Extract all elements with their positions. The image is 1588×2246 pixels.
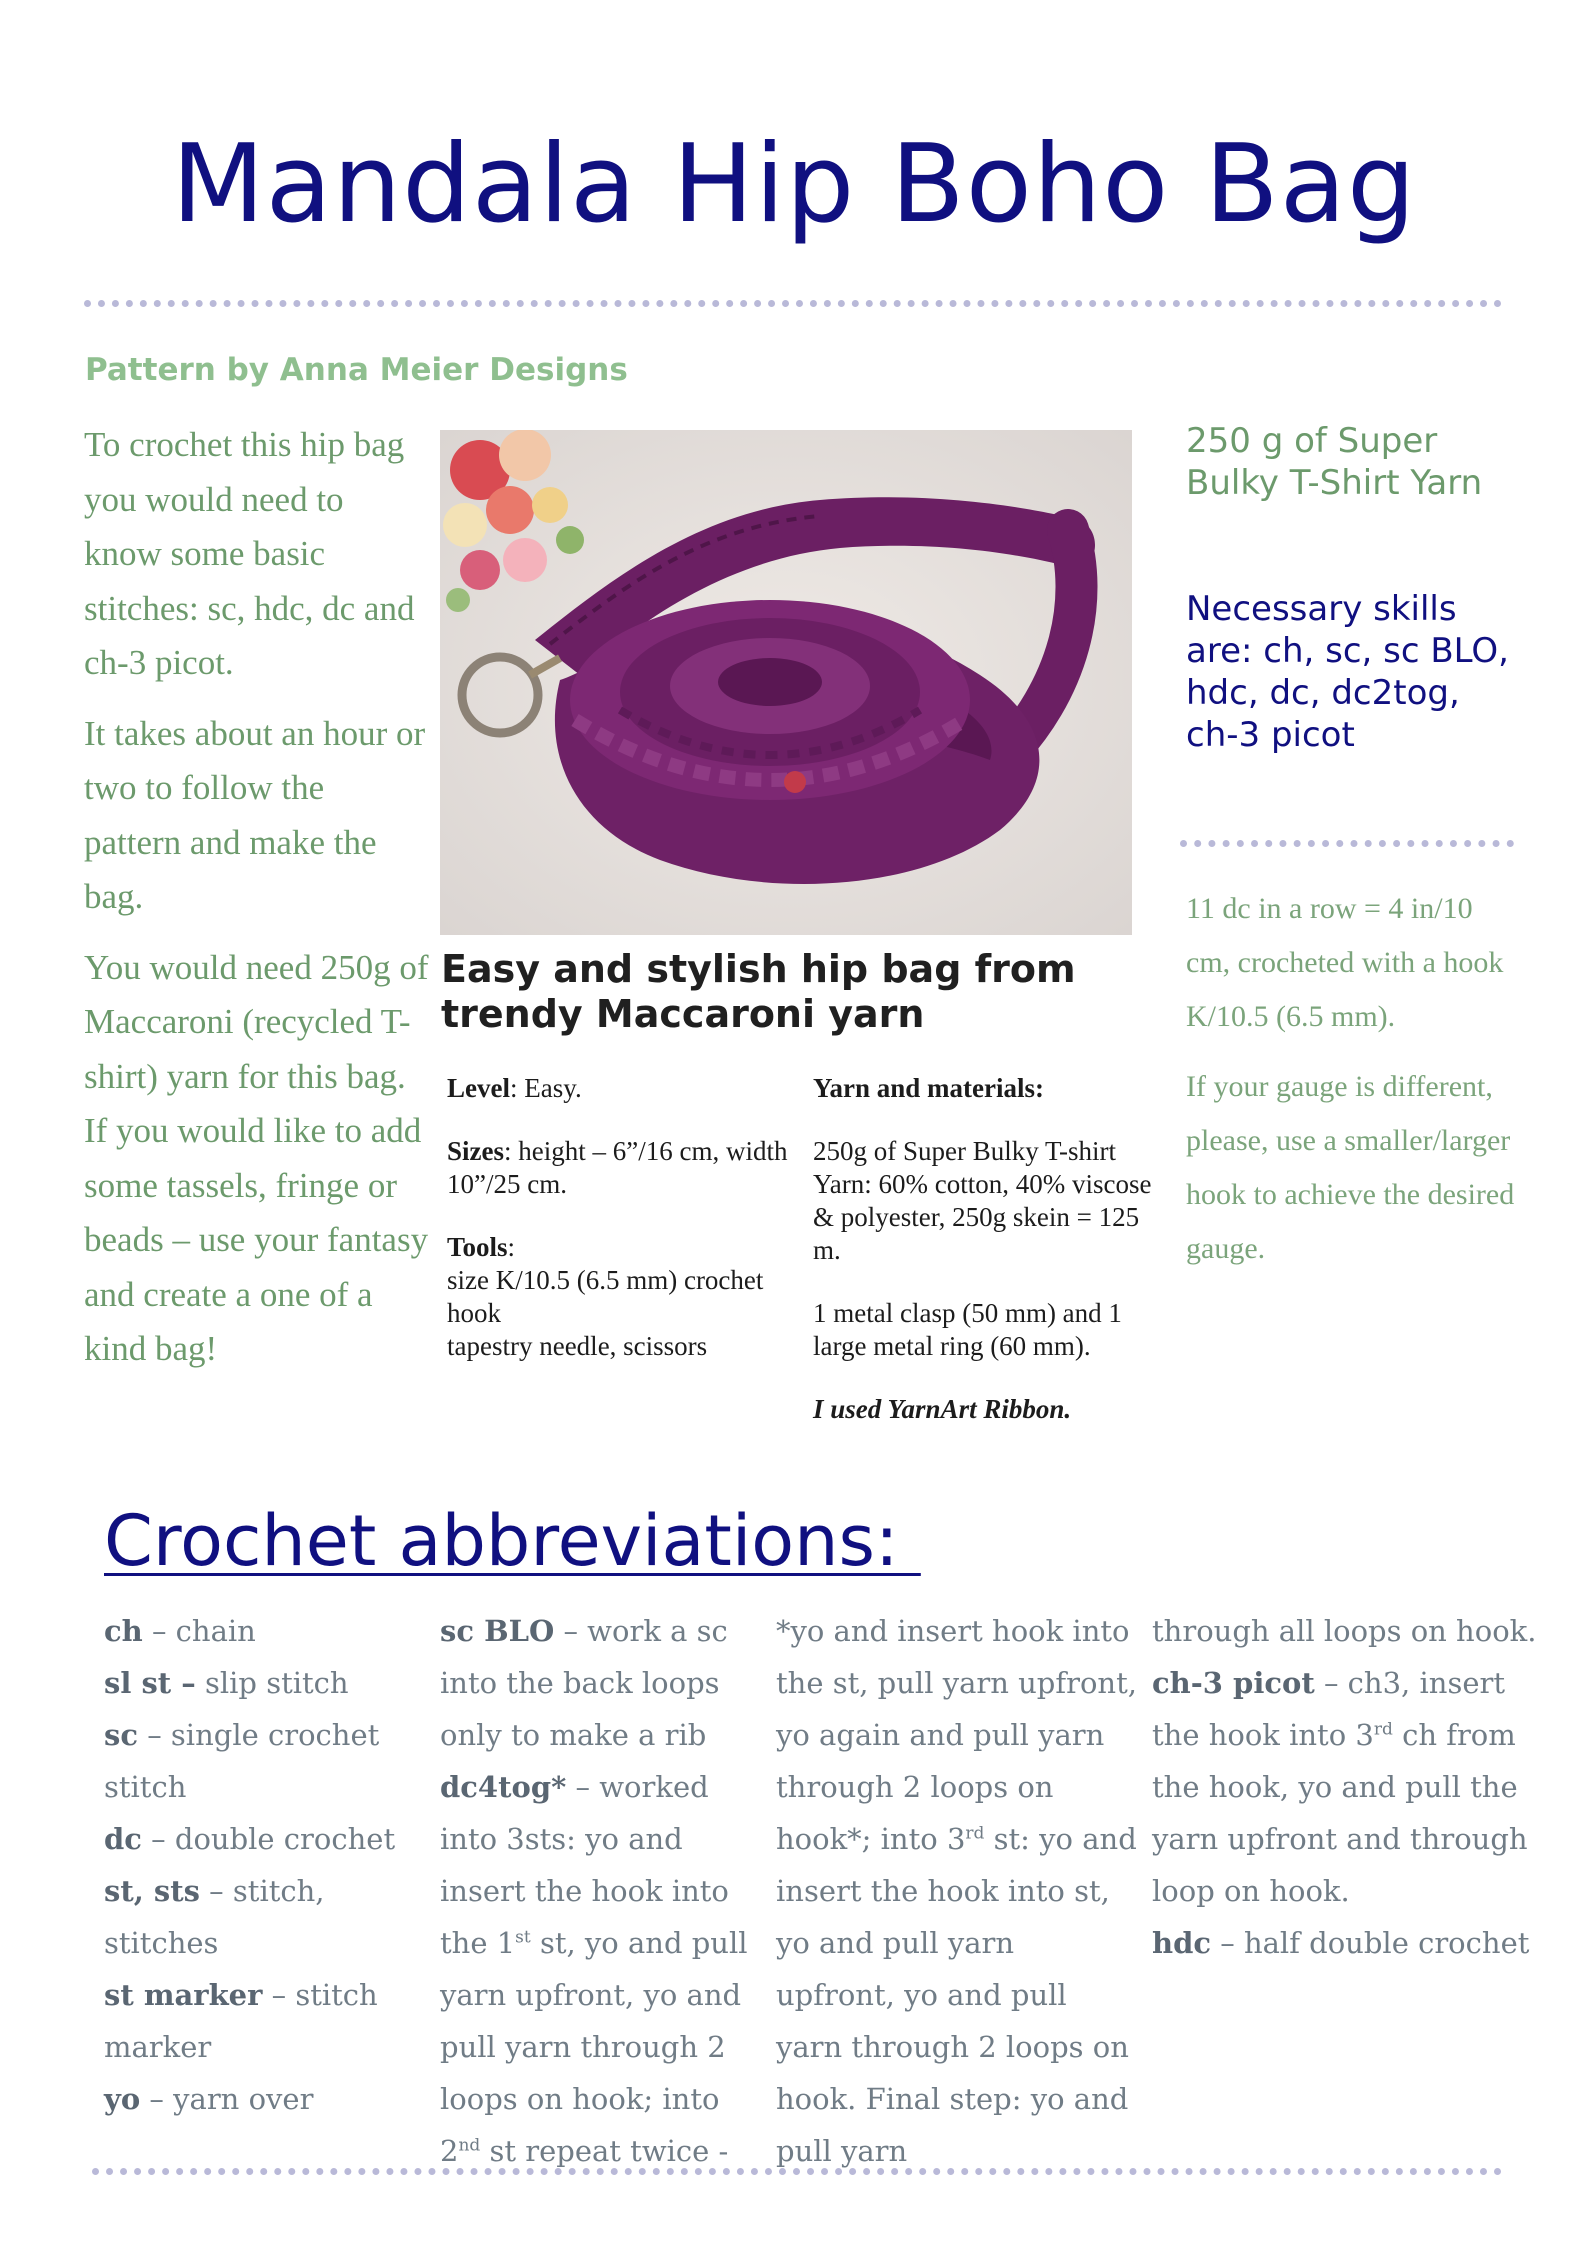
abbr-definition: – yarn over — [140, 2082, 314, 2116]
details-left — [447, 1072, 802, 1393]
abbr-definition: – ch3, insert the hook into 3 — [1152, 1666, 1506, 1752]
abbr-column-3 — [776, 1605, 1141, 2177]
abbr-definition: nd — [458, 2135, 481, 2156]
byline: Pattern by Anna Meier Designs — [85, 352, 628, 388]
abbr-continuation: through all loops on hook. — [1152, 1614, 1537, 1648]
gauge-text: 11 dc in a row = 4 in/10 cm, crocheted with a hook K/10.5 (6.5 mm). — [1186, 892, 1504, 1033]
abbr-term: sc BLO — [440, 1614, 555, 1648]
level-value: : Easy. — [509, 1073, 582, 1103]
sizes-value: : height – 6”/16 cm, width 10”/25 cm. — [447, 1136, 788, 1199]
abbr-term: yo — [104, 2082, 141, 2116]
abbr-term: st marker — [104, 1978, 263, 2012]
abbr-entry — [104, 1865, 444, 1969]
level-label: Level — [447, 1073, 510, 1103]
abbr-term: dc — [104, 1822, 142, 1856]
sizes-line — [447, 1135, 802, 1201]
abbr-entry — [104, 1813, 444, 1865]
abbr-definition: rd — [965, 1823, 985, 1844]
abbr-term: dc4tog* — [440, 1770, 567, 1804]
bag-photo — [440, 430, 1132, 935]
abbr-term: hdc — [1152, 1926, 1212, 1960]
intro-paragraph: To crochet this hip bag you would need to know some basic stitches: sc, hdc, dc and ch-3 picot. — [84, 425, 415, 682]
abbr-definition: – chain — [142, 1614, 256, 1648]
tools-colon: : — [507, 1232, 516, 1262]
abbr-entry — [104, 1605, 444, 1657]
abbr-definition: – half double crochet — [1211, 1926, 1530, 1960]
abbr-column-2 — [440, 1605, 760, 2177]
tools-label: Tools — [447, 1232, 508, 1262]
yarn-text: 250g of Super Bulky T-shirt Yarn: 60% cotton, 40% viscose & polyester, 250g skein = 125 m. — [813, 1136, 1152, 1265]
abbr-column-4 — [1152, 1605, 1542, 1969]
skills-text: Necessary skills are: ch, sc, sc BLO, hdc, dc, dc2tog, ch-3 picot — [1186, 589, 1509, 755]
abbr-definition: st: yo and insert the hook into st, yo and pull yarn upfront, yo and pull yarn through 2 loops on hook. Final step: yo and pull yarn — [776, 1822, 1137, 2168]
tools-block — [447, 1231, 802, 1363]
subheading: Easy and stylish hip bag from trendy Maccaroni yarn — [441, 947, 1076, 1036]
abbr-definition: – stitch marker — [104, 1978, 378, 2064]
gauge-note: If your gauge is different, please, use a smaller/larger hook to achieve the desired gauge. — [1186, 1070, 1515, 1265]
abbr-definition: *yo and insert hook into the st, pull yarn upfront, yo again and pull yarn through 2 loops on hook*; into 3 — [776, 1614, 1137, 1856]
abbr-definition: ch from the hook, yo and pull the yarn upfront and through loop on hook. — [1152, 1718, 1528, 1908]
yarn-label: Yarn and materials: — [813, 1073, 1044, 1103]
hardware-text: 1 metal clasp (50 mm) and 1 large metal ring (60 mm). — [813, 1298, 1122, 1361]
tools-hook: size K/10.5 (6.5 mm) crochet hook — [447, 1265, 764, 1328]
abbr-entry — [104, 1657, 444, 1709]
abbr-continuation — [776, 1605, 1141, 2177]
gauge-block — [1186, 882, 1516, 1292]
abbr-entry — [104, 1709, 444, 1813]
sidebar-divider — [1180, 840, 1514, 847]
abbr-term: ch — [104, 1614, 143, 1648]
abbr-term: st, sts — [104, 1874, 200, 1908]
page-title: Mandala Hip Boho Bag — [171, 122, 1417, 247]
used-yarn: I used YarnArt Ribbon. — [813, 1394, 1072, 1424]
abbr-definition: – worked into 3sts: yo and insert the hook into the 1 — [440, 1770, 729, 1960]
abbr-definition: st repeat twice - — [480, 2134, 729, 2168]
intro-paragraph: You would need 250g of Maccaroni (recycled T-shirt) yarn for this bag. If you would like to add some tassels, fringe or beads – use your fantasy and create a one of a kind bag! — [84, 947, 429, 1368]
abbr-entry — [440, 1605, 760, 1761]
abbr-definition: – single crochet stitch — [104, 1718, 380, 1804]
yarn-amount: 250 g of Super Bulky T-Shirt Yarn — [1186, 421, 1483, 503]
abbr-definition: – double crochet — [141, 1822, 396, 1856]
tools-other: tapestry needle, scissors — [447, 1331, 708, 1361]
abbreviations-heading: Crochet abbreviations: — [104, 1500, 921, 1582]
abbr-entry — [440, 1761, 760, 2177]
abbr-definition: st, yo and pull yarn upfront, yo and pull yarn through 2 loops on hook; into 2 — [440, 1926, 748, 2168]
details-right — [813, 1072, 1163, 1456]
abbr-definition: slip stitch — [195, 1666, 349, 1700]
abbr-entry — [104, 2073, 444, 2125]
abbr-definition: – stitch, stitches — [104, 1874, 325, 1960]
abbr-column-1 — [104, 1605, 444, 2125]
abbr-definition: st — [515, 1927, 531, 1948]
abbr-term: ch-3 picot — [1152, 1666, 1315, 1700]
abbr-definition: – work a sc into the back loops only to make a rib — [440, 1614, 728, 1752]
abbr-term: sc — [104, 1718, 138, 1752]
intro-paragraph: It takes about an hour or two to follow the pattern and make the bag. — [84, 713, 426, 916]
abbr-entry — [104, 1969, 444, 2073]
sizes-label: Sizes — [447, 1136, 504, 1166]
top-divider — [84, 300, 1502, 307]
intro-text — [84, 418, 429, 1393]
bottom-divider — [92, 2168, 1502, 2175]
abbr-entry — [1152, 1917, 1542, 1969]
abbr-term: sl st – — [104, 1666, 196, 1700]
abbr-definition: rd — [1373, 1719, 1393, 1740]
abbr-entry — [1152, 1657, 1542, 1917]
level-line — [447, 1072, 802, 1105]
